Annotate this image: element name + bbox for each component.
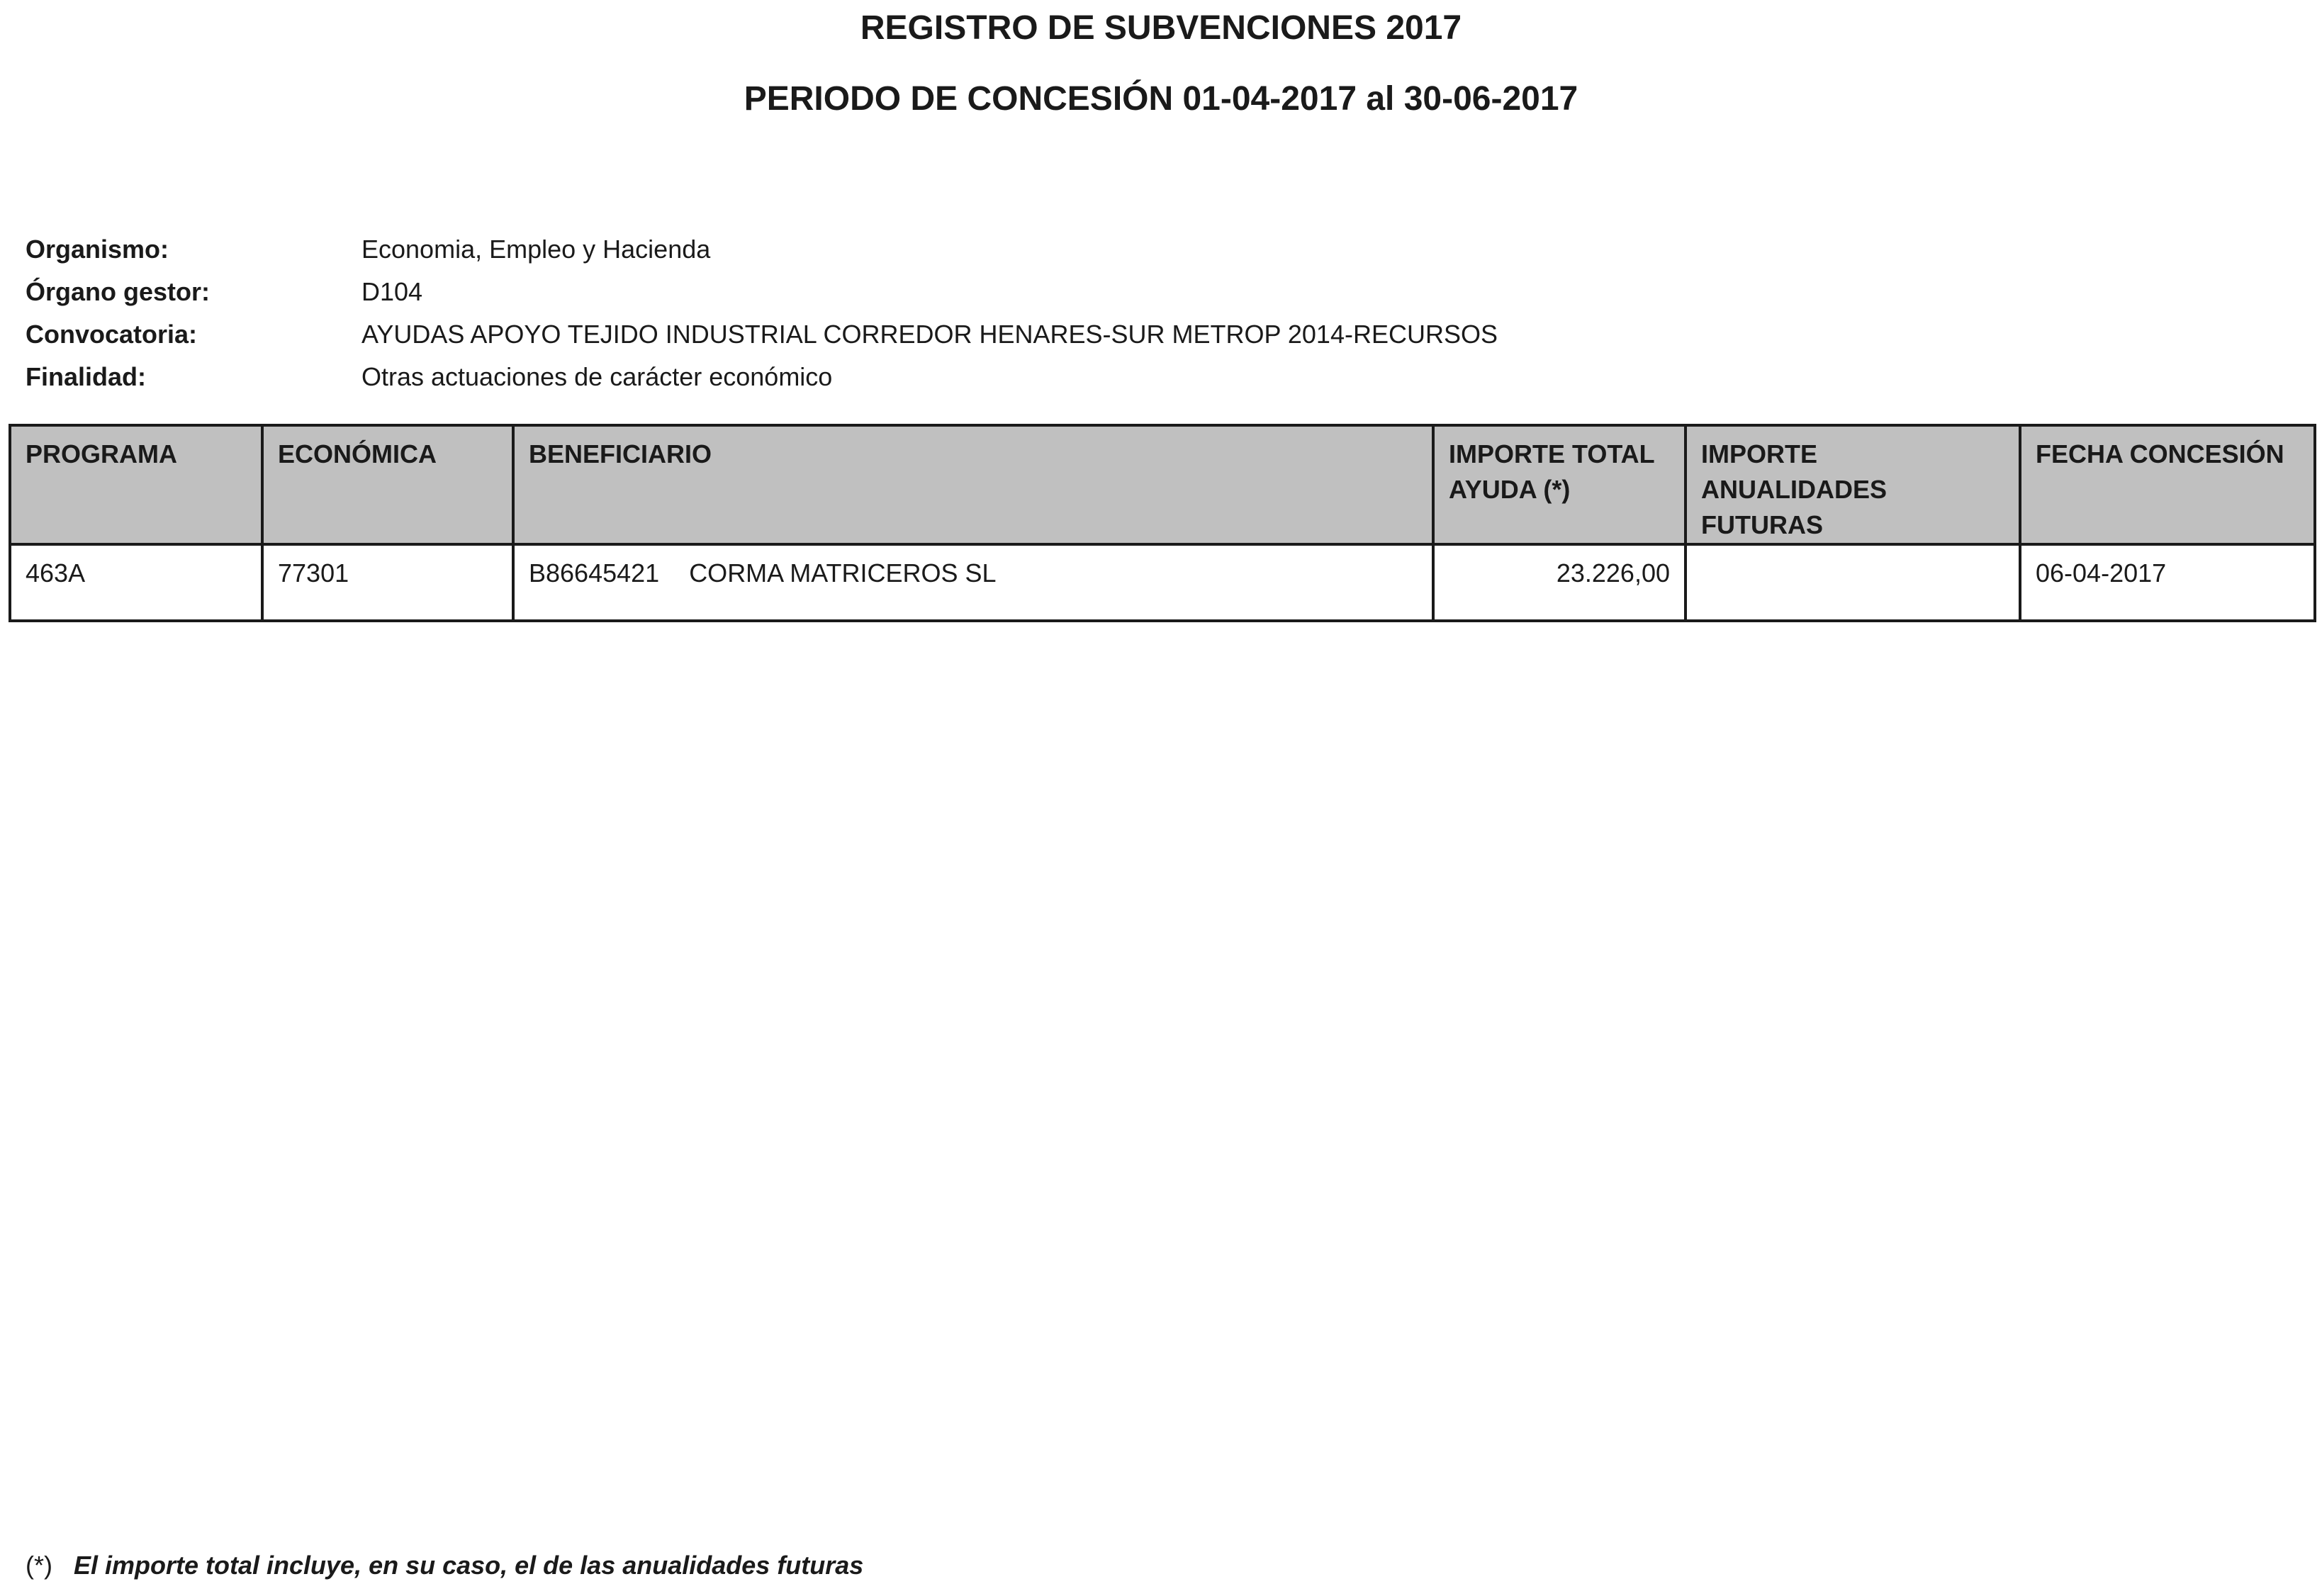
cell-importe-anualidades [1686, 544, 2020, 621]
document-title: REGISTRO DE SUBVENCIONES 2017 [860, 9, 1462, 47]
finalidad-value: Otras actuaciones de carácter económico [361, 362, 833, 391]
metadata-block [26, 228, 1498, 398]
column-header-importe-total: IMPORTE TOTAL AYUDA (*) [1433, 425, 1686, 544]
column-header-beneficiario: BENEFICIARIO [513, 425, 1433, 544]
subvenciones-table [9, 424, 2316, 622]
cell-economica: 77301 [262, 544, 513, 621]
organo-gestor-value: D104 [361, 277, 423, 306]
organismo-label: Organismo: [26, 235, 169, 264]
meta-row-convocatoria [26, 313, 1498, 356]
beneficiario-name: CORMA MATRICEROS SL [689, 558, 997, 588]
footnote [26, 1551, 863, 1580]
finalidad-label: Finalidad: [26, 362, 146, 391]
meta-row-organismo [26, 228, 1498, 271]
document-subtitle: PERIODO DE CONCESIÓN 01-04-2017 al 30-06-2017 [744, 80, 1578, 118]
cell-fecha-concesion: 06-04-2017 [2020, 544, 2315, 621]
table-header-row [10, 425, 2315, 544]
beneficiario-cif: B86645421 [529, 558, 660, 588]
organismo-value: Economia, Empleo y Hacienda [361, 235, 711, 264]
cell-programa: 463A [10, 544, 262, 621]
convocatoria-label: Convocatoria: [26, 320, 198, 349]
column-header-economica: ECONÓMICA [262, 425, 513, 544]
convocatoria-value: AYUDAS APOYO TEJIDO INDUSTRIAL CORREDOR HENARES-SUR METROP 2014-RECURSOS [361, 320, 1498, 349]
cell-beneficiario [513, 544, 1433, 621]
meta-row-finalidad [26, 356, 1498, 398]
column-header-importe-anualidades: IMPORTE ANUALIDADES FUTURAS [1686, 425, 2020, 544]
cell-importe-total: 23.226,00 [1433, 544, 1686, 621]
column-header-programa: PROGRAMA [10, 425, 262, 544]
meta-row-organo [26, 271, 1498, 313]
organo-gestor-label: Órgano gestor: [26, 277, 211, 306]
footnote-text: El importe total incluye, en su caso, el de las anualidades futuras [74, 1551, 864, 1580]
footnote-mark: (*) [26, 1551, 52, 1580]
table-row [10, 544, 2315, 621]
column-header-fecha-concesion: FECHA CONCESIÓN [2020, 425, 2315, 544]
